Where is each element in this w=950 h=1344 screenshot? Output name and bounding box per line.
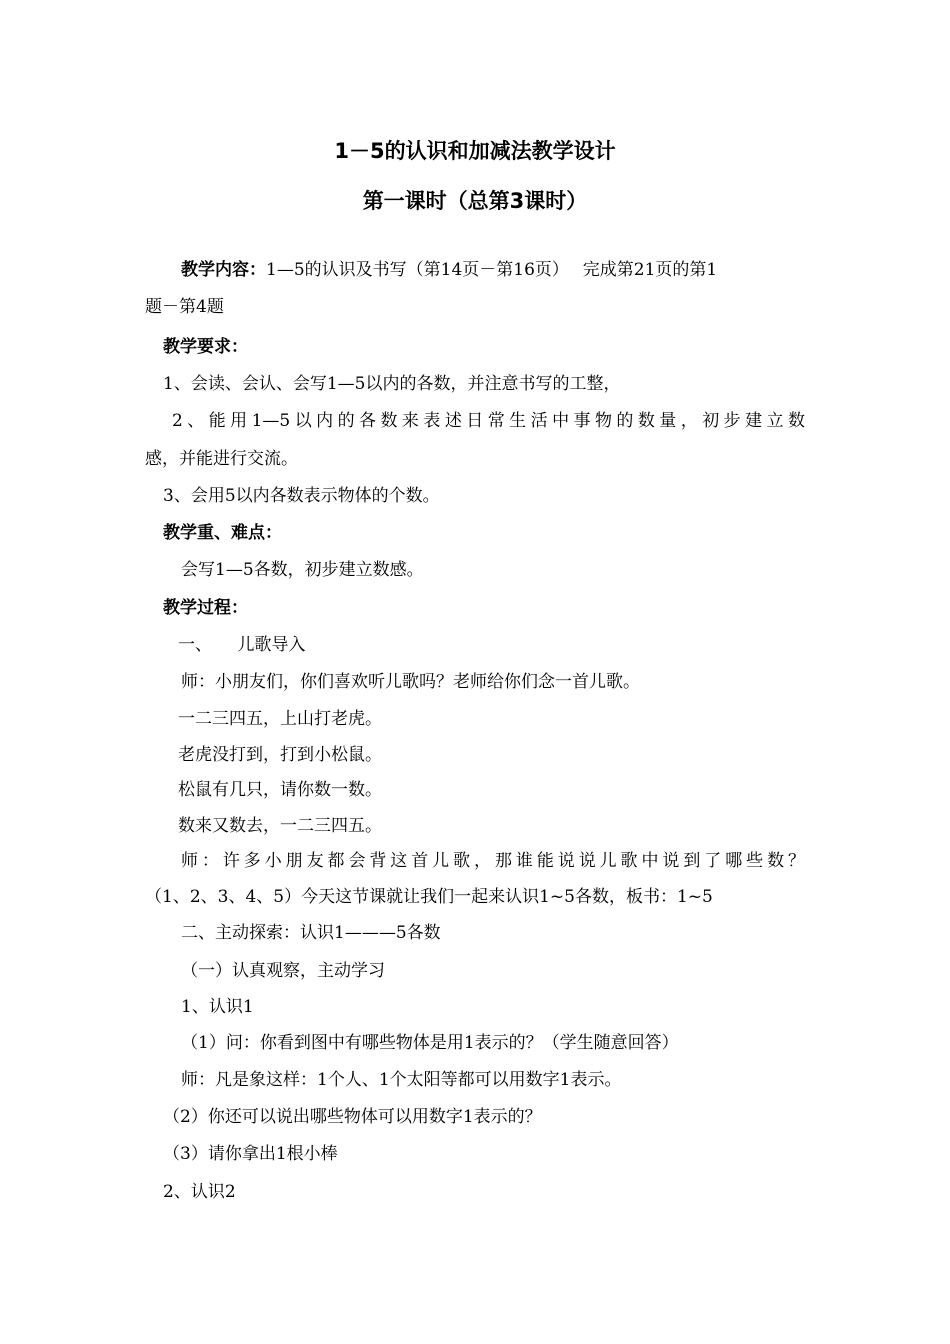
- content-text: 1—5的认识及书写（第14页－第16页） 完成第21页的第1: [266, 260, 718, 280]
- content-line-cont: 题－第4题: [145, 297, 224, 317]
- requirements-heading: 教学要求：: [163, 337, 248, 357]
- question-1: （1）问：你看到图中有哪些物体是用1表示的？（学生随意回答）: [181, 1033, 679, 1053]
- question-3: （3）请你拿出1根小棒: [163, 1144, 338, 1164]
- requirement-2: 2、能用1—5以内的各数来表述日常生活中事物的数量，初步建立数: [172, 411, 805, 431]
- teacher-line-3: 师：凡是象这样：1个人、1个太阳等都可以用数字1表示。: [181, 1070, 622, 1090]
- teacher-line-1: 师：小朋友们，你们喜欢听儿歌吗？老师给你们念一首儿歌。: [181, 672, 640, 692]
- content-line: [181, 259, 717, 281]
- know-1-heading: 1、认识1: [181, 997, 254, 1017]
- song-line-1: 一二三四五，上山打老虎。: [178, 709, 382, 729]
- sub-section-1: （一）认真观察，主动学习: [181, 961, 385, 981]
- teacher-line-2: 师：许多小朋友都会背这首儿歌，那谁能说说儿歌中说到了哪些数？: [181, 851, 805, 871]
- key-points-text: 会写1—5各数，初步建立数感。: [181, 560, 424, 580]
- know-2-heading: 2、认识2: [163, 1182, 236, 1202]
- requirement-2-cont: 感，并能进行交流。: [145, 449, 298, 469]
- requirement-1: 1、会读、会认、会写1—5以内的各数，并注意书写的工整，: [163, 374, 621, 394]
- process-heading: 教学过程：: [163, 598, 248, 618]
- document-title: 1－5的认识和加减法教学设计: [334, 139, 616, 163]
- question-2: （2）你还可以说出哪些物体可以用数字1表示的？: [163, 1107, 542, 1127]
- song-line-2: 老虎没打到，打到小松鼠。: [178, 745, 382, 765]
- song-line-3: 松鼠有几只，请你数一数。: [178, 780, 382, 800]
- document-subtitle: 第一课时（总第3课时）: [362, 189, 588, 213]
- requirement-3: 3、会用5以内各数表示物体的个数。: [163, 486, 440, 506]
- key-points-heading: 教学重、难点：: [163, 523, 282, 543]
- step-2-heading: 二、主动探索：认识1———5各数: [181, 923, 441, 943]
- step-1-heading: 一、 儿歌导入: [178, 635, 306, 655]
- content-label: 教学内容：: [181, 260, 266, 280]
- teacher-line-2-cont: （1、2、3、4、5）今天这节课就让我们一起来认识1~5各数，板书：1~5: [145, 887, 713, 907]
- song-line-4: 数来又数去，一二三四五。: [178, 816, 382, 836]
